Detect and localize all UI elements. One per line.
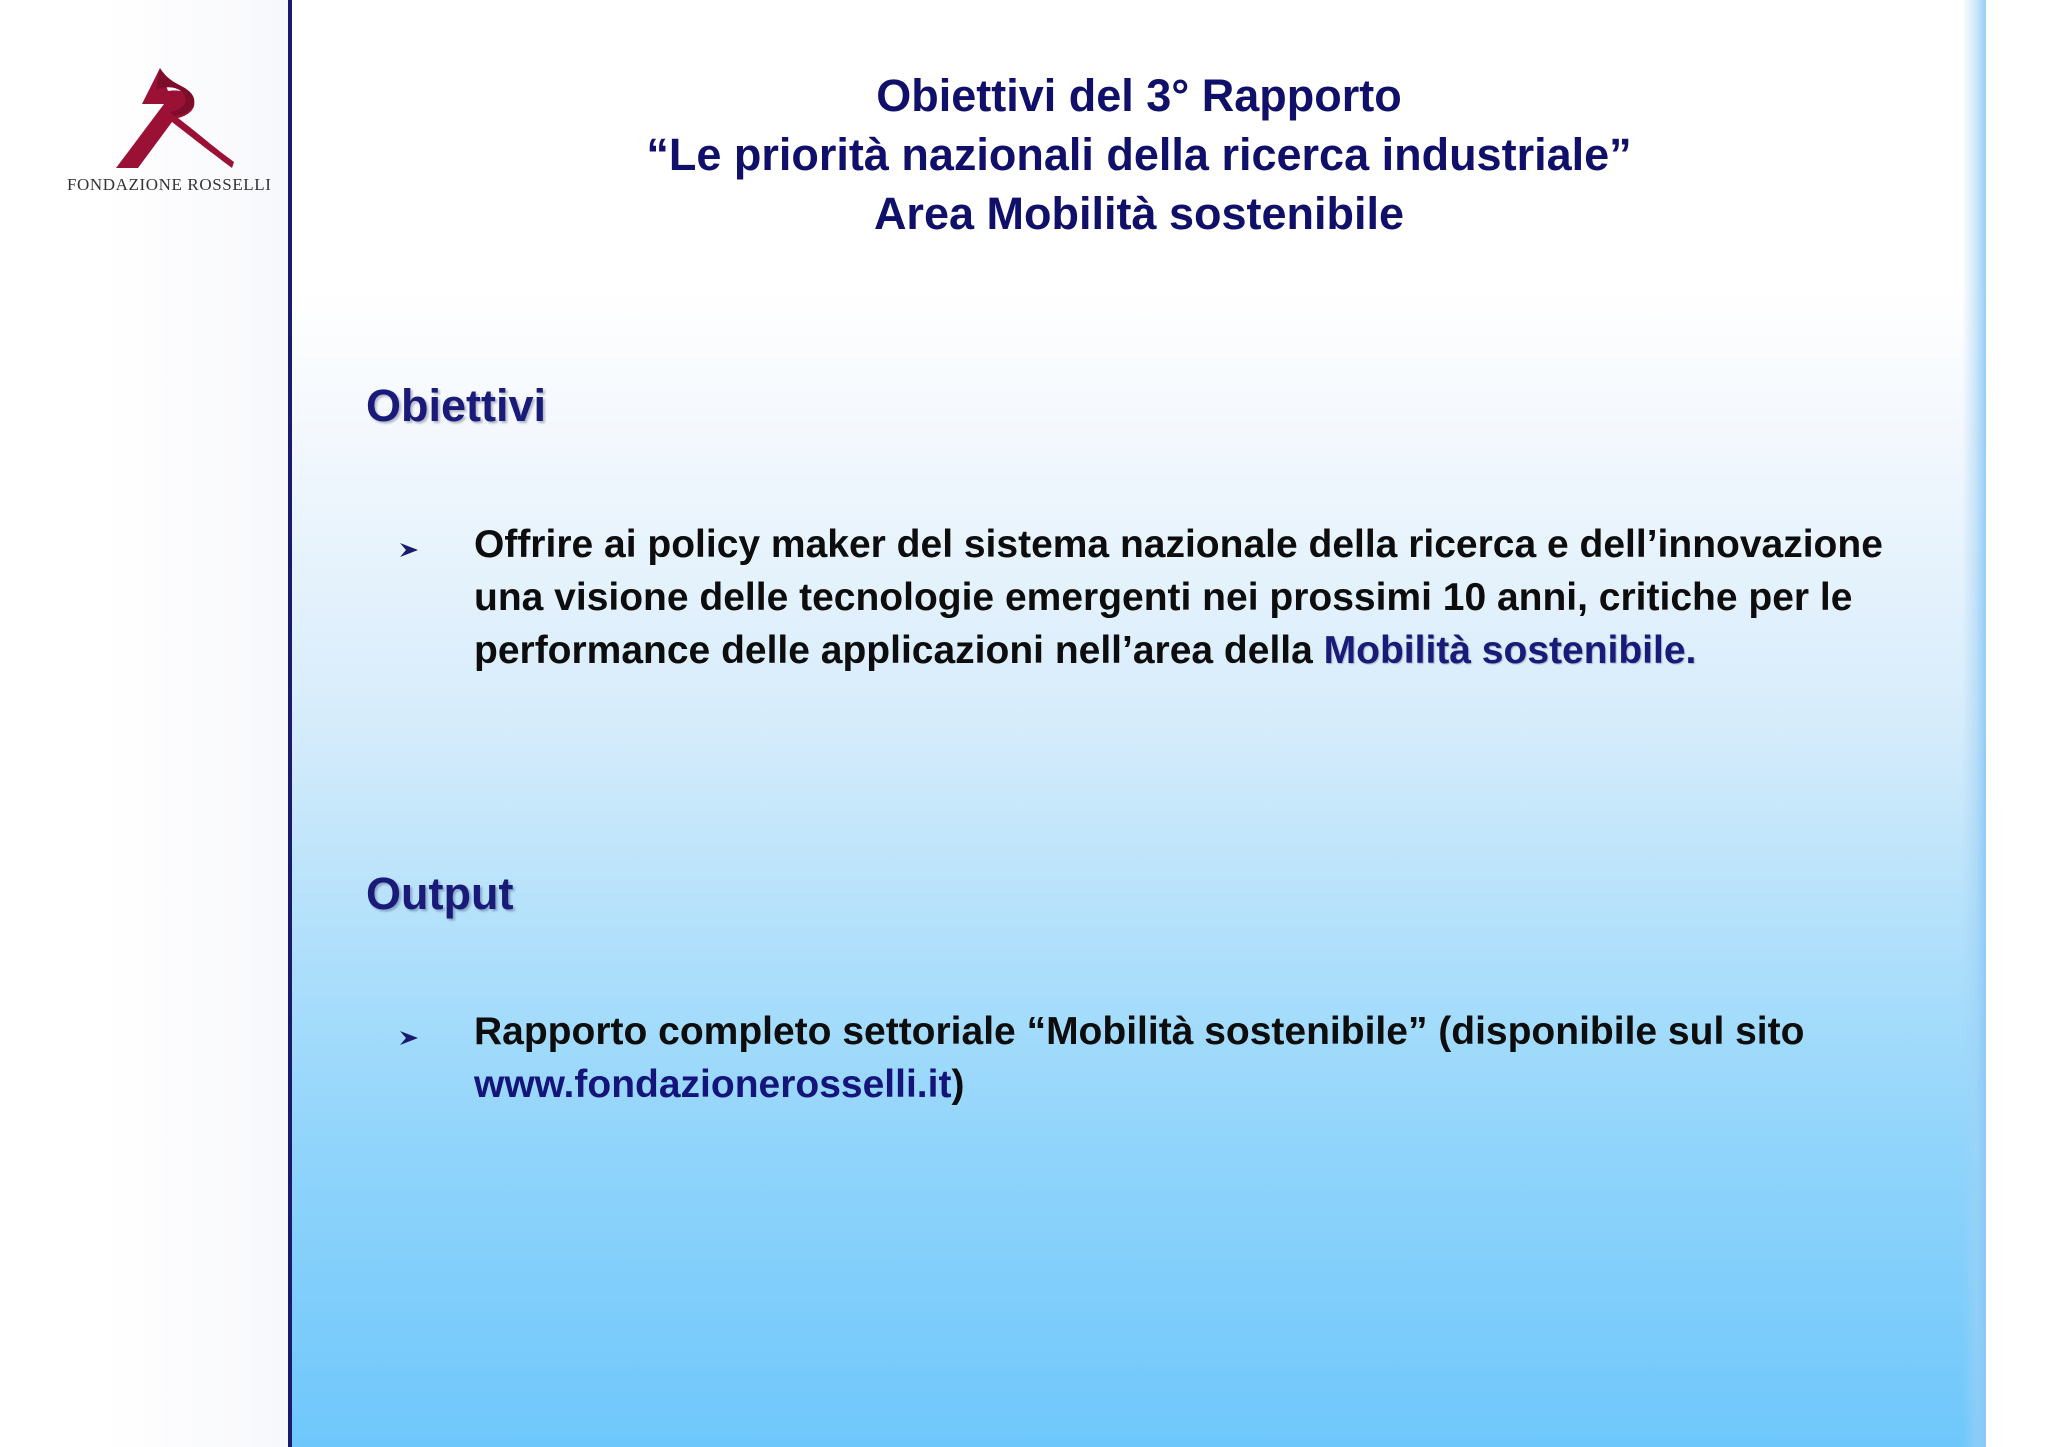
slide-title	[292, 66, 1986, 243]
title-line-2: “Le priorità nazionali della ricerca industriale”	[646, 129, 1632, 180]
page-margin	[1986, 0, 2048, 1447]
output-bullet	[474, 1005, 1914, 1111]
output-bullet-text: Rapporto completo settoriale “Mobilità sostenibile” (disponibile sul sito	[474, 1010, 1805, 1053]
output-heading: Output	[366, 868, 514, 919]
title-line-3: Area Mobilità sostenibile	[873, 188, 1405, 239]
objectives-bullet-text: Offrire ai policy maker del sistema nazionale della ricerca e dell’innovazione una visione delle tecnologie emergenti nei prossimi 10 anni, critiche per le performance delle applicazioni nell’area della	[474, 523, 1883, 672]
logo-text: FONDAZIONE ROSSELLI	[67, 175, 272, 194]
bullet-arrow-icon	[398, 541, 420, 559]
output-bullet-text-end: )	[951, 1063, 965, 1106]
objectives-heading: Obiettivi	[366, 380, 547, 431]
bullet-arrow-icon	[398, 1029, 420, 1047]
objectives-bullet	[474, 518, 1914, 677]
sidebar	[0, 0, 288, 1447]
objectives-bullet-highlight: Mobilità sostenibile.	[1323, 629, 1697, 672]
fondazione-rosselli-logo	[60, 64, 280, 204]
website-link[interactable]: www.fondazionerosselli.it	[474, 1063, 952, 1106]
title-line-1: Obiettivi del 3° Rapporto	[876, 70, 1402, 121]
logo-mark-icon	[108, 64, 238, 170]
